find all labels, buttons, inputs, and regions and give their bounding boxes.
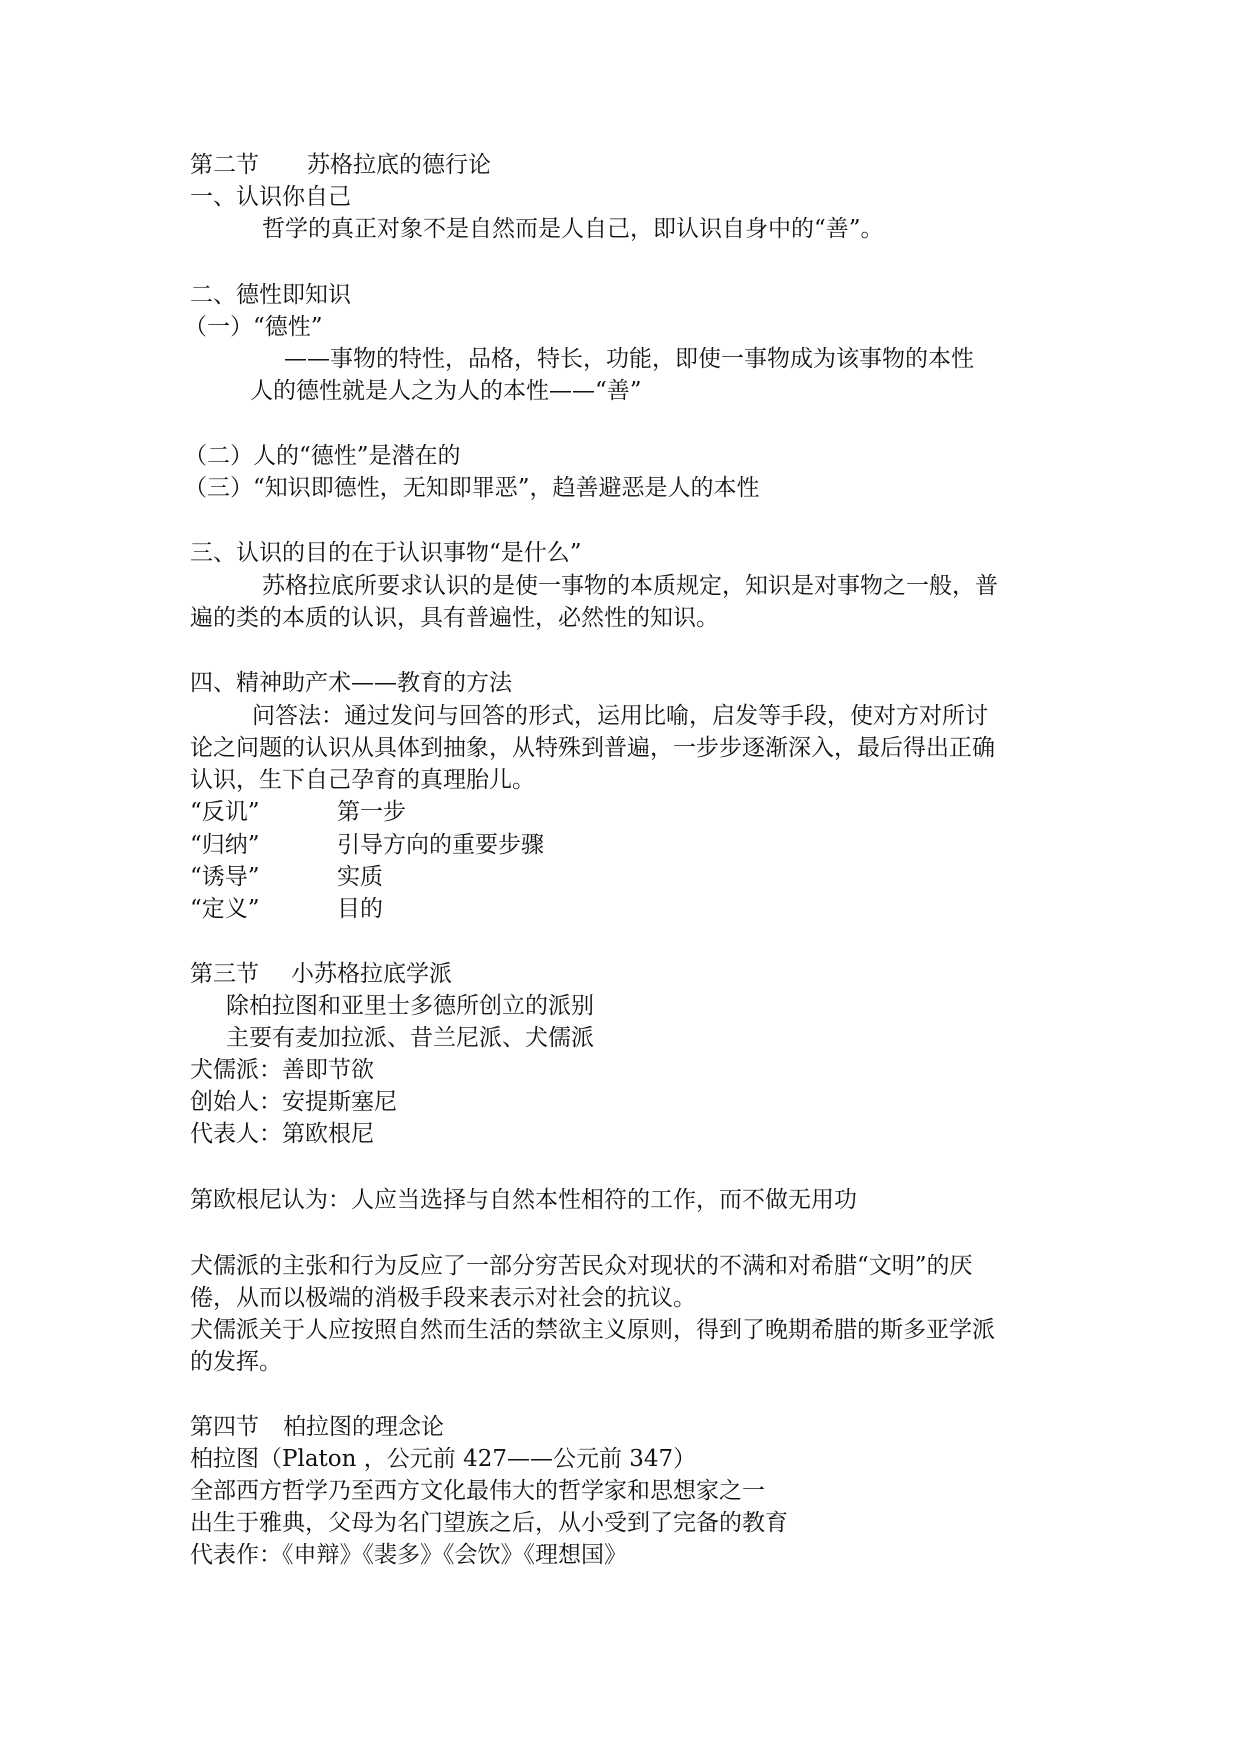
- step-desc: 第一步: [337, 799, 406, 825]
- step-row: [190, 829, 1070, 861]
- section4-title: 柏拉图的理念论: [283, 1414, 444, 1440]
- plato-dates: 柏拉图（Platon ，公元前 427——公元前 347）: [190, 1446, 697, 1472]
- p2-heading: 二、德性即知识: [190, 282, 351, 308]
- step-desc: 目的: [337, 896, 383, 922]
- cynic-line: 犬儒派：善即节欲: [190, 1057, 374, 1083]
- section3-title: 小苏格拉底学派: [291, 961, 452, 987]
- section4-heading: [190, 1411, 1070, 1443]
- p1-text: 哲学的真正对象不是自然而是人自己，即认识自身中的“善”。: [262, 216, 884, 242]
- step-desc: 实质: [337, 864, 383, 890]
- plato-works: 代表作：《申辩》《裴多》《会饮》《理想国》: [190, 1542, 627, 1568]
- p4-text-line1: 问答法：通过发问与回答的形式，运用比喻，启发等手段，使对方对所讨: [252, 703, 988, 729]
- cynic-para1-line1: 犬儒派的主张和行为反应了一部分穷苦民众对现状的不满和对希腊“文明”的厌: [190, 1253, 973, 1279]
- section3-heading: [190, 958, 1070, 990]
- p2-sub3: （三）“知识即德性，无知即罪恶”，趋善避恶是人的本性: [184, 475, 760, 501]
- diogenes-line: 第欧根尼认为：人应当选择与自然本性相符的工作，而不做无用功: [190, 1187, 857, 1213]
- section3-number: 第三节: [190, 961, 259, 987]
- cynic-para2-line1: 犬儒派关于人应按照自然而生活的禁欲主义原则，得到了晚期希腊的斯多亚学派: [190, 1317, 995, 1343]
- p2-sub1: （一）“德性”: [184, 314, 323, 340]
- step-row: [190, 893, 1070, 925]
- p4-heading: 四、精神助产术——教育的方法: [190, 670, 512, 696]
- founder-line: 创始人：安提斯塞尼: [190, 1089, 397, 1115]
- p1-heading: 一、认识你自己: [190, 184, 351, 210]
- step-term: “反讥”: [190, 799, 260, 825]
- section4-number: 第四节: [190, 1414, 259, 1440]
- step-row: [190, 796, 1070, 828]
- plato-greatest: 全部西方哲学乃至西方文化最伟大的哲学家和思想家之一: [190, 1478, 765, 1504]
- cynic-para1-line2: 倦，从而以极端的消极手段来表示对社会的抗议。: [190, 1285, 696, 1311]
- section3-intro1: 除柏拉图和亚里士多德所创立的派别: [226, 993, 594, 1019]
- p3-heading: 三、认识的目的在于认识事物“是什么”: [190, 540, 582, 566]
- step-term: “定义”: [190, 896, 260, 922]
- p4-text-line2: 论之问题的认识从具体到抽象，从特殊到普遍，一步步逐渐深入，最后得出正确: [190, 735, 995, 761]
- step-term: “归纳”: [190, 832, 260, 858]
- cynic-para2-line2: 的发挥。: [190, 1349, 282, 1375]
- step-row: [190, 861, 1070, 893]
- step-term: “诱导”: [190, 864, 260, 890]
- plato-born: 出生于雅典，父母为名门望族之后，从小受到了完备的教育: [190, 1510, 788, 1536]
- p3-text-line1: 苏格拉底所要求认识的是使一事物的本质规定，知识是对事物之一般，普: [262, 573, 998, 599]
- p2-sub2: （二）人的“德性”是潜在的: [184, 443, 461, 469]
- step-desc: 引导方向的重要步骤: [337, 832, 544, 858]
- section3-intro2: 主要有麦加拉派、昔兰尼派、犬儒派: [226, 1025, 594, 1051]
- section2-number: 第二节: [190, 152, 259, 178]
- p2-sub1-text: ——事物的特性，品格，特长，功能，即使一事物成为该事物的本性: [284, 346, 974, 372]
- section2-title: 苏格拉底的德行论: [307, 152, 491, 178]
- p3-text-line2: 遍的类的本质的认识，具有普遍性，必然性的知识。: [190, 605, 719, 631]
- section2-heading: [190, 149, 1070, 181]
- p4-text-line3: 认识，生下自己孕育的真理胎儿。: [190, 767, 535, 793]
- representative-line: 代表人：第欧根尼: [190, 1121, 374, 1147]
- p2-sub1-text2: 人的德性就是人之为人的本性——“善”: [250, 378, 642, 404]
